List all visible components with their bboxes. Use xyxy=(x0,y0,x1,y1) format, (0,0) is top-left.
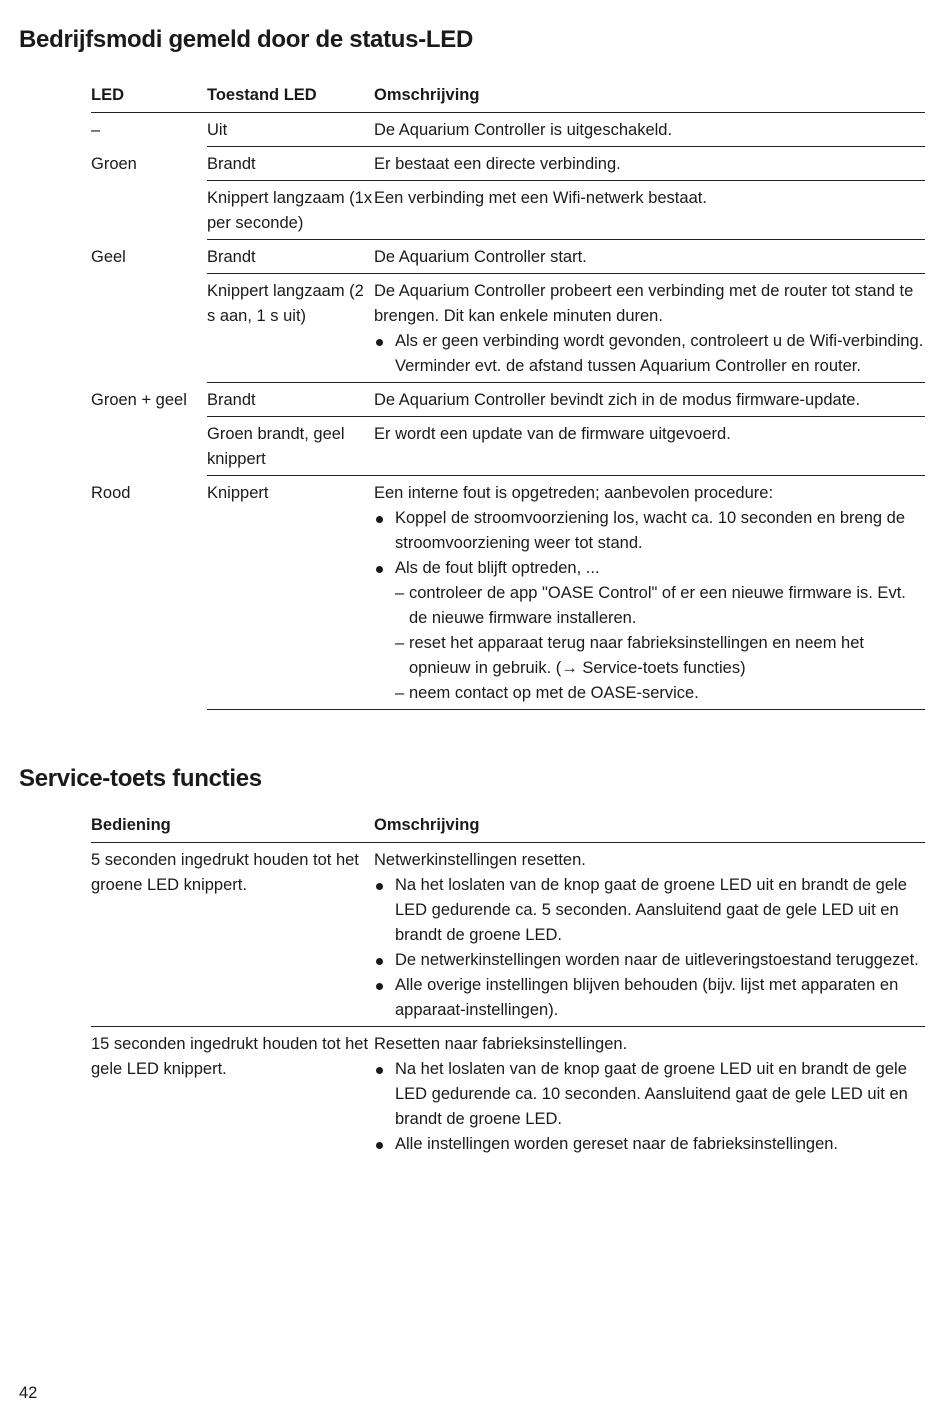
table-row xyxy=(91,147,925,240)
operation-cell: 5 seconden ingedrukt houden tot het groene LED knippert. xyxy=(91,851,359,894)
description-cell xyxy=(374,279,925,379)
description-cell xyxy=(374,245,925,270)
description-text: Een interne fout is opgetreden; aanbevolen procedure: xyxy=(374,484,774,502)
header-description: Omschrijving xyxy=(374,816,480,834)
state-row xyxy=(207,240,925,274)
state-row xyxy=(207,113,925,147)
led-state-cell: Brandt xyxy=(207,155,256,173)
led-state-cell: Knippert langzaam (2 s aan, 1 s uit) xyxy=(207,282,364,325)
header-operation: Bediening xyxy=(91,816,171,834)
led-state-group xyxy=(207,476,925,710)
description-cell xyxy=(374,1032,925,1157)
table-row xyxy=(91,240,925,383)
led-state-cell: Groen brandt, geel knippert xyxy=(207,425,345,468)
led-color-cell: Groen xyxy=(91,155,137,173)
description-cell xyxy=(374,388,925,413)
bullet-item: Na het loslaten van de knop gaat de groene LED uit en brandt de gele LED gedurende ca. 5 seconden. Aansluitend gaat de gele LED uit en brandt de groene LED. xyxy=(374,873,925,948)
led-color-cell: – xyxy=(91,121,101,139)
bullet-item: Alle overige instellingen blijven behouden (bijv. lijst met apparaten en apparaat-instellingen). xyxy=(374,973,925,1023)
led-state-group xyxy=(207,147,925,240)
led-state-group xyxy=(207,113,925,147)
led-state-group xyxy=(207,383,925,476)
table-row xyxy=(91,1027,925,1160)
page-number: 42 xyxy=(19,1384,38,1402)
description-cell xyxy=(374,481,925,706)
table-header xyxy=(91,810,925,843)
header-description: Omschrijving xyxy=(374,86,480,104)
bullet-item: Als er geen verbinding wordt gevonden, controleert u de Wifi-verbinding. Verminder evt. de afstand tussen Aquarium Controller en router. xyxy=(374,329,925,379)
description-text: Netwerkinstellingen resetten. xyxy=(374,851,586,869)
led-state-cell: Knippert xyxy=(207,484,269,502)
description-cell xyxy=(374,422,925,472)
description-cell xyxy=(374,848,925,1023)
led-modes-table xyxy=(91,80,925,710)
section-title-service-button: Service-toets functies xyxy=(19,765,262,792)
description-text: De Aquarium Controller start. xyxy=(374,248,587,266)
led-state-cell: Uit xyxy=(207,121,228,139)
description-cell xyxy=(374,186,925,236)
service-button-table xyxy=(91,810,925,1160)
bullet-item: Alle instellingen worden gereset naar de fabrieksinstellingen. xyxy=(374,1132,925,1157)
led-color-cell: Geel xyxy=(91,248,126,266)
bullet-item: Na het loslaten van de knop gaat de groene LED uit en brandt de gele LED gedurende ca. 10 seconden. Aansluitend gaat de gele LED uit en brandt de groene LED. xyxy=(374,1057,925,1132)
description-text: Resetten naar fabrieksinstellingen. xyxy=(374,1035,628,1053)
state-row xyxy=(207,383,925,417)
led-color-cell: Rood xyxy=(91,484,131,502)
led-state-cell: Knippert langzaam (1x per seconde) xyxy=(207,189,373,232)
state-row xyxy=(207,417,925,476)
state-row xyxy=(207,147,925,181)
led-state-cell: Brandt xyxy=(207,248,256,266)
description-text: Er wordt een update van de firmware uitgevoerd. xyxy=(374,425,731,443)
led-state-group xyxy=(207,240,925,383)
table-body xyxy=(91,113,925,710)
bullet-item: Als de fout blijft optreden, ... xyxy=(374,556,925,581)
description-text: De Aquarium Controller is uitgeschakeld. xyxy=(374,121,673,139)
table-body xyxy=(91,843,925,1160)
header-led-state: Toestand LED xyxy=(207,86,317,104)
led-color-cell: Groen + geel xyxy=(91,391,187,409)
bullet-item: De netwerkinstellingen worden naar de uitleveringstoestand teruggezet. xyxy=(374,948,925,973)
table-row xyxy=(91,476,925,710)
table-row xyxy=(91,843,925,1027)
description-text: Er bestaat een directe verbinding. xyxy=(374,155,621,173)
description-text: De Aquarium Controller probeert een verbinding met de router tot stand te brengen. Dit kan enkele minuten duren. xyxy=(374,282,914,325)
dash-item: – controleer de app "OASE Control" of er een nieuwe firmware is. Evt. de nieuwe firmware installeren. xyxy=(374,581,925,631)
description-text: De Aquarium Controller bevindt zich in de modus firmware-update. xyxy=(374,391,861,409)
description-cell xyxy=(374,118,925,143)
description-text: Een verbinding met een Wifi-netwerk bestaat. xyxy=(374,189,707,207)
dash-item: – neem contact op met de OASE-service. xyxy=(374,681,925,706)
table-header xyxy=(91,80,925,113)
state-row xyxy=(207,181,925,240)
table-row xyxy=(91,383,925,476)
header-led: LED xyxy=(91,86,124,104)
operation-cell: 15 seconden ingedrukt houden tot het gele LED knippert. xyxy=(91,1035,369,1078)
dash-item: – reset het apparaat terug naar fabrieksinstellingen en neem het opnieuw in gebruik. (→ Service-toets functies) xyxy=(374,631,925,681)
description-cell xyxy=(374,152,925,177)
section-title-led-modes: Bedrijfsmodi gemeld door de status-LED xyxy=(19,26,473,53)
table-row xyxy=(91,113,925,147)
led-state-cell: Brandt xyxy=(207,391,256,409)
state-row xyxy=(207,274,925,383)
bullet-item: Koppel de stroomvoorziening los, wacht ca. 10 seconden en breng de stroomvoorziening weer tot stand. xyxy=(374,506,925,556)
state-row xyxy=(207,476,925,710)
